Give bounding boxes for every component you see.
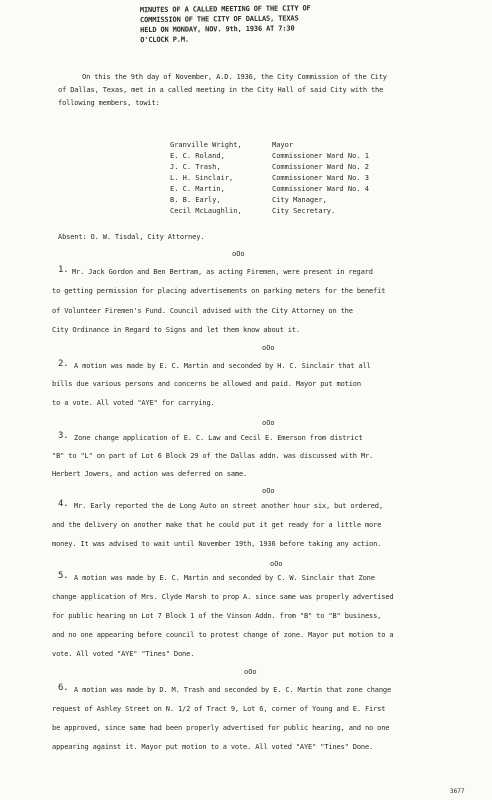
item-line: A motion was made by E. C. Martin and seconded by H. C. Sinclair that all xyxy=(74,362,371,370)
roster-title: Commissioner Ward No. 4 xyxy=(272,185,369,193)
roster-name: Granville Wright, xyxy=(170,141,242,149)
roster-name: L. H. Sinclair, xyxy=(170,174,234,182)
header-line-2: COMMISSION OF THE CITY OF DALLAS, TEXAS xyxy=(139,14,299,25)
header-block xyxy=(0,0,492,62)
item-line: to a vote. All voted "AYE" for carrying. xyxy=(52,399,215,407)
item-line: to getting permission for placing advertisements on parking meters for the benefit xyxy=(52,287,386,295)
roster-name: J. C. Trash, xyxy=(170,163,221,171)
separator: oOo xyxy=(262,487,275,495)
absent-line: Absent: O. W. Tisdal, City Attorney. xyxy=(58,233,205,241)
roster-name: Cecil McLaughlin, xyxy=(170,207,242,215)
item-line: request of Ashley Street on N. 1/2 of Tract 9, Lot 6, corner of Young and E. First xyxy=(52,705,386,713)
separator: oOo xyxy=(270,560,283,568)
roster-name: E. C. Roland, xyxy=(170,152,225,160)
roster-title: Commissioner Ward No. 1 xyxy=(272,152,369,160)
item-line: money. It was advised to wait until November 19th, 1936 before taking any action. xyxy=(52,540,382,548)
item-line: appearing against it. Mayor put motion to a vote. All voted "AYE" "Tines" Done. xyxy=(52,743,374,751)
separator: oOo xyxy=(244,668,257,676)
intro-line-1: On this the 9th day of November, A.D. 1936, the City Commission of the City xyxy=(82,73,387,81)
header-line-3: HELD ON MONDAY, NOV. 9th, 1936 AT 7:30 xyxy=(140,24,295,35)
item-line: and no one appearing before council to protest change of zone. Mayor put motion to a xyxy=(52,631,394,639)
roster-title: Commissioner Ward No. 3 xyxy=(272,174,369,182)
item-number: 6. xyxy=(58,683,69,693)
item-line: vote. All voted "AYE" "Tines" Done. xyxy=(52,650,195,658)
item-line: of Volunteer Firemen's Fund. Council advised with the City Attorney on the xyxy=(52,307,353,315)
item-number: 4. xyxy=(58,499,69,509)
item-line: Zone change application of E. C. Law and Cecil E. Emerson from district xyxy=(74,434,363,442)
roster-name: E. C. Martin, xyxy=(170,185,225,193)
item-number: 3. xyxy=(58,431,69,441)
separator: oOo xyxy=(262,344,275,352)
item-line: for public hearing on Lot 7 Block 1 of the Vinson Addn. from "B" to "B" business, xyxy=(52,612,382,620)
header-line-1: MINUTES OF A CALLED MEETING OF THE CITY OF xyxy=(139,4,311,15)
item-line: A motion was made by D. M. Trash and seconded by E. C. Martin that zone change xyxy=(74,686,392,694)
roster-title: City Secretary. xyxy=(272,207,336,215)
item-line: A motion was made by E. C. Martin and seconded by C. W. Sinclair that Zone xyxy=(74,574,375,582)
roster-title: City Manager, xyxy=(272,196,327,204)
separator: oOo xyxy=(232,250,245,258)
roster-name: B. B. Early, xyxy=(170,196,221,204)
intro-line-3: following members, towit: xyxy=(58,99,160,107)
item-line: City Ordinance in Regard to Signs and let them know about it. xyxy=(52,326,300,334)
page-mark: 3677 xyxy=(450,788,465,795)
item-line: "B" to "L" on part of Lot 6 Block 29 of the Dallas addn. was discussed with Mr. xyxy=(52,452,374,460)
item-line: Mr. Early reported the de Long Auto on street another hour six, but ordered, xyxy=(74,502,383,510)
separator: oOo xyxy=(262,419,275,427)
item-line: Mr. Jack Gordon and Ben Bertram, as acting Firemen, were present in regard xyxy=(72,268,373,276)
item-line: bills due various persons and concerns be allowed and paid. Mayor put motion xyxy=(52,380,361,388)
header-line-4: O'CLOCK P.M. xyxy=(140,35,190,45)
roster-title: Mayor xyxy=(272,141,294,149)
item-line: Herbert Jowers, and action was deferred on same. xyxy=(52,470,248,478)
item-number: 2. xyxy=(58,359,69,369)
item-number: 5. xyxy=(58,571,69,581)
item-number: 1. xyxy=(58,265,69,275)
intro-line-2: of Dallas, Texas, met in a called meeting in the City Hall of said City with the xyxy=(58,86,384,94)
item-line: be approved, since same had been properly advertised for public hearing, and no one xyxy=(52,724,390,732)
roster-title: Commissioner Ward No. 2 xyxy=(272,163,369,171)
item-line: and the delivery on another make that he could put it get ready for a little more xyxy=(52,521,382,529)
item-line: change application of Mrs. Clyde Marsh to prop A. since same was properly advertised xyxy=(52,593,394,601)
